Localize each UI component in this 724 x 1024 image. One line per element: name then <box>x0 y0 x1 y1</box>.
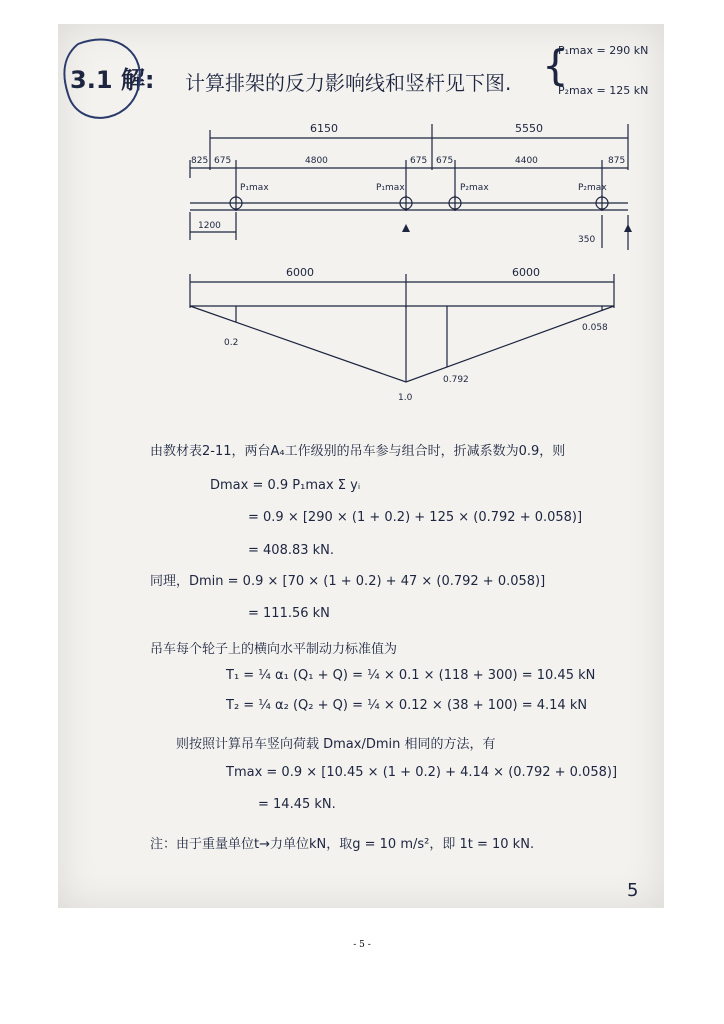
ordinate-1-0: 1.0 <box>398 393 413 403</box>
span-right: 6000 <box>512 266 540 279</box>
t1-formula: T₁ = ¼ α₁ (Q₁ + Q) = ¼ × 0.1 × (118 + 300) = 10.45 kN <box>226 668 596 683</box>
dmin-formula: 同理，Dmin = 0.9 × [70 × (1 + 0.2) + 47 × (0.792 + 0.058)] <box>150 574 546 589</box>
wheel-label-3: P₂max <box>460 183 489 193</box>
tmax-result: = 14.45 kN. <box>258 797 336 812</box>
dim-6150: 6150 <box>310 122 338 135</box>
dim-4400: 4400 <box>515 156 538 166</box>
dmax-result: = 408.83 kN. <box>248 543 335 558</box>
ordinate-0-058: 0.058 <box>582 323 608 333</box>
tmax-intro: 则按照计算吊车竖向荷载 Dmax/Dmin 相同的方法，有 <box>176 737 496 752</box>
dim-350: 350 <box>578 235 596 245</box>
dmax-substitution: = 0.9 × [290 × (1 + 0.2) + 125 × (0.792 + 0.058)] <box>248 510 583 525</box>
intro-line: 由教材表2-11，两台A₄工作级别的吊车参与组合时，折减系数为0.9，则 <box>150 444 566 459</box>
note-line: 注：由于重量单位t→力单位kN，取g = 10 m/s²，即 1t = 10 kN. <box>150 837 535 852</box>
dim-4800: 4800 <box>305 156 328 166</box>
dim-675a: 675 <box>214 156 232 166</box>
t-intro: 吊车每个轮子上的横向水平制动力标准值为 <box>150 642 398 657</box>
dim-825: 825 <box>191 156 209 166</box>
dim-875: 875 <box>608 156 626 166</box>
brace: { <box>542 41 569 90</box>
dmax-formula: Dmax = 0.9 P₁max Σ yᵢ <box>210 478 361 493</box>
influence-line-diagram <box>0 0 724 420</box>
ordinate-0-2: 0.2 <box>224 338 239 348</box>
page-number: - 5 - <box>353 940 371 950</box>
pmax-2: P₂max = 125 kN <box>558 84 649 97</box>
wheel-label-4: P₂max <box>578 183 607 193</box>
dim-675c: 675 <box>436 156 454 166</box>
wheel-label-1: P₁max <box>240 183 269 193</box>
dim-675b: 675 <box>410 156 428 166</box>
wheel-label-2: P₁max <box>376 183 405 193</box>
problem-label: 3.1 解: <box>70 66 155 94</box>
ordinate-0-792: 0.792 <box>443 375 469 385</box>
dmin-result: = 111.56 kN <box>248 606 330 621</box>
handwritten-page-number: 5 <box>627 880 639 901</box>
header-text: 计算排架的反力影响线和竖杆见下图. <box>185 71 512 95</box>
t2-formula: T₂ = ¼ α₂ (Q₂ + Q) = ¼ × 0.12 × (38 + 100) = 4.14 kN <box>226 698 588 713</box>
tmax-formula: Tmax = 0.9 × [10.45 × (1 + 0.2) + 4.14 × (0.792 + 0.058)] <box>226 765 618 780</box>
dim-1200: 1200 <box>198 221 221 231</box>
span-left: 6000 <box>286 266 314 279</box>
dim-5550: 5550 <box>515 122 543 135</box>
pmax-1: P₁max = 290 kN <box>558 44 649 57</box>
